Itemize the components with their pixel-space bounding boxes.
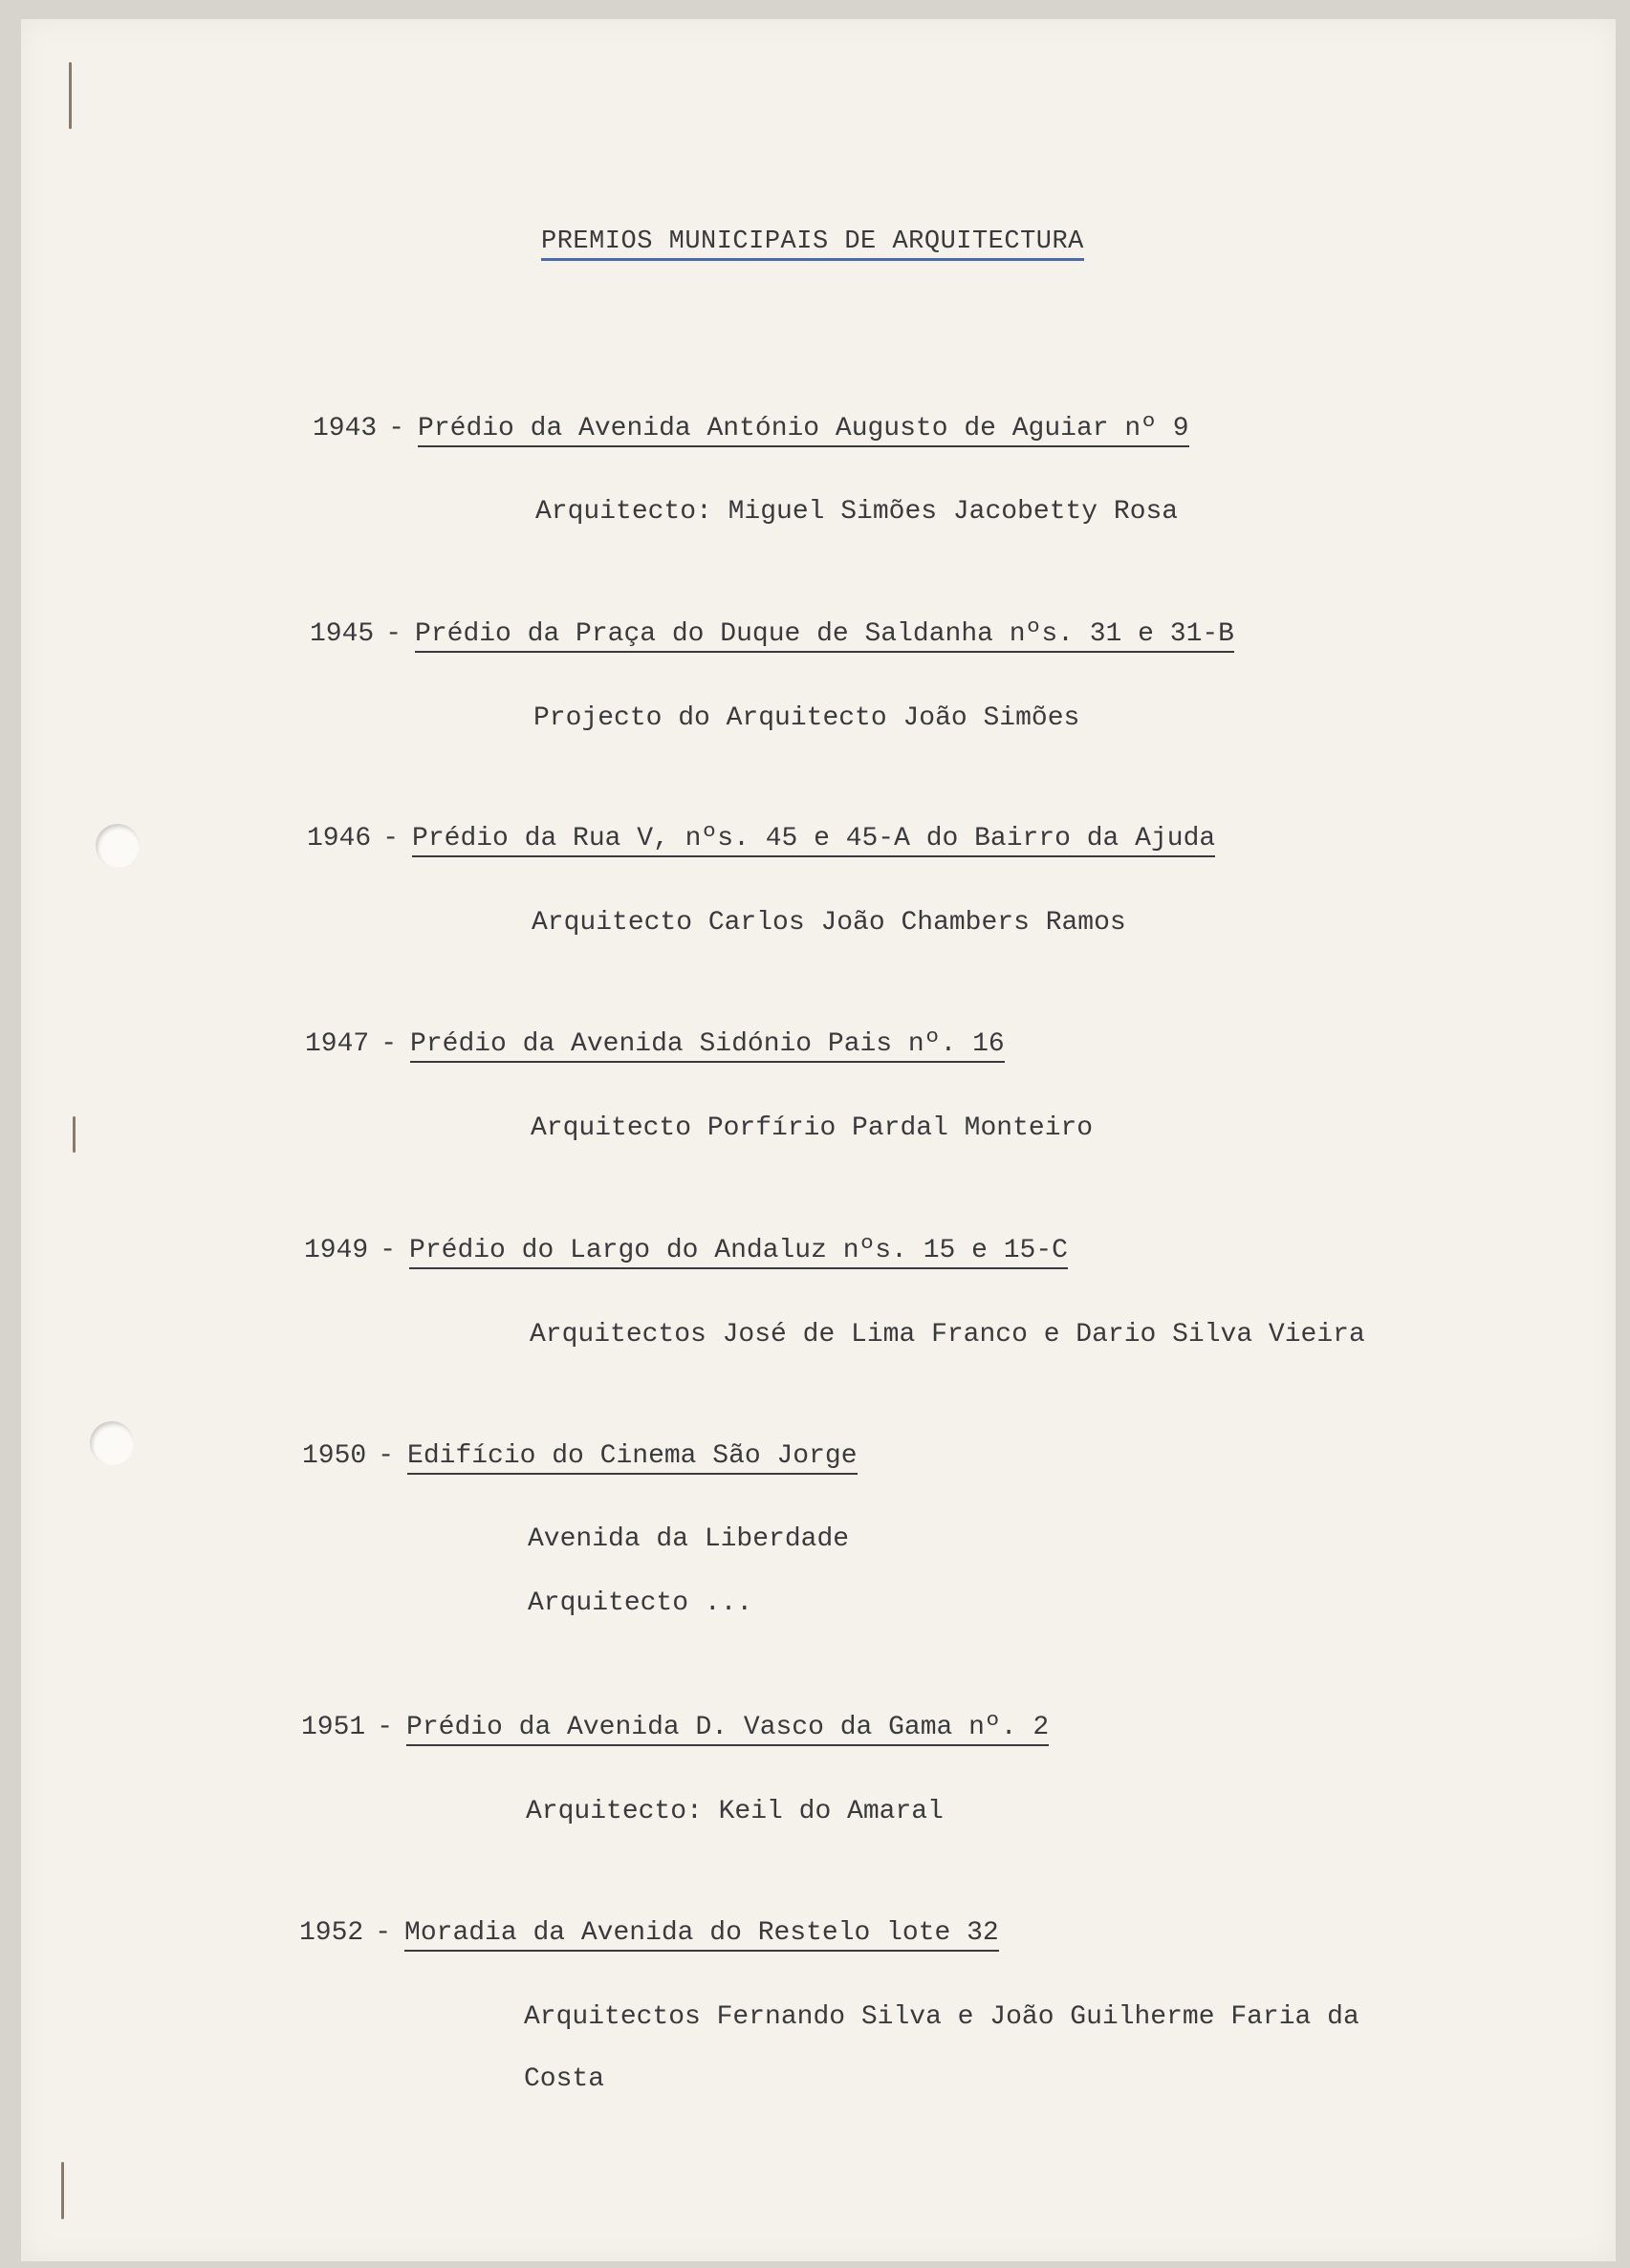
entry-heading: 1949 - Prédio do Largo do Andaluz nºs. 15 e 15-C	[304, 1236, 1068, 1265]
document-title: PREMIOS MUNICIPAIS DE ARQUITECTURA	[541, 227, 1084, 256]
entry-year: 1947	[305, 1029, 370, 1059]
entry-heading: 1943 - Prédio da Avenida António Augusto de Aguiar nº 9	[313, 414, 1189, 443]
entry-detail: Arquitecto: Keil do Amaral	[526, 1797, 944, 1826]
entry-detail: Costa	[524, 2064, 605, 2094]
entry-year: 1949	[304, 1236, 369, 1265]
entry-detail: Arquitectos José de Lima Franco e Dario Silva Vieira	[530, 1320, 1365, 1350]
staple-mark	[69, 62, 72, 129]
entry-heading: 1951 - Prédio da Avenida D. Vasco da Gama nº. 2	[301, 1713, 1049, 1742]
entry-year: 1943	[313, 414, 378, 443]
entry-detail: Projecto do Arquitecto João Simões	[533, 703, 1080, 733]
entry-heading: 1947 - Prédio da Avenida Sidónio Pais nº. 16	[305, 1029, 1005, 1059]
entry-heading: 1950 - Edifício do Cinema São Jorge	[302, 1441, 858, 1471]
punch-hole	[90, 1421, 134, 1465]
entry-detail: Arquitectos Fernando Silva e João Guilherme Faria da	[524, 2002, 1359, 2032]
entry-name: Prédio da Rua V, nºs. 45 e 45-A do Bairro da Ajuda	[412, 824, 1215, 857]
entry-detail: Arquitecto Carlos João Chambers Ramos	[532, 908, 1126, 938]
punch-hole	[96, 824, 140, 868]
entry-detail: Arquitecto: Miguel Simões Jacobetty Rosa	[535, 497, 1179, 527]
entry-name: Prédio do Largo do Andaluz nºs. 15 e 15-C	[409, 1236, 1068, 1269]
entry-year: 1952	[299, 1918, 364, 1948]
entry-heading: 1946 - Prédio da Rua V, nºs. 45 e 45-A do Bairro da Ajuda	[307, 824, 1215, 853]
entry-name: Prédio da Avenida Sidónio Pais nº. 16	[410, 1029, 1005, 1063]
entry-detail: Avenida da Liberdade	[528, 1524, 850, 1554]
staple-mark	[73, 1116, 76, 1153]
entry-name: Moradia da Avenida do Restelo lote 32	[404, 1918, 999, 1952]
entry-name: Prédio da Praça do Duque de Saldanha nºs. 31 e 31-B	[415, 619, 1234, 653]
entry-detail: Arquitecto Porfírio Pardal Monteiro	[531, 1113, 1094, 1143]
entry-year: 1946	[307, 824, 372, 853]
entry-detail: Arquitecto ...	[528, 1588, 753, 1618]
document-page	[21, 19, 1616, 2261]
entry-year: 1950	[302, 1441, 367, 1471]
entry-heading: 1952 - Moradia da Avenida do Restelo lote 32	[299, 1918, 999, 1948]
entry-year: 1945	[310, 619, 375, 649]
entry-name: Edifício do Cinema São Jorge	[407, 1441, 857, 1475]
staple-mark	[61, 2162, 64, 2219]
entry-year: 1951	[301, 1713, 366, 1742]
entry-name: Prédio da Avenida D. Vasco da Gama nº. 2	[406, 1713, 1049, 1746]
entry-name: Prédio da Avenida António Augusto de Aguiar nº 9	[418, 414, 1189, 447]
entry-heading: 1945 - Prédio da Praça do Duque de Saldanha nºs. 31 e 31-B	[310, 619, 1234, 649]
